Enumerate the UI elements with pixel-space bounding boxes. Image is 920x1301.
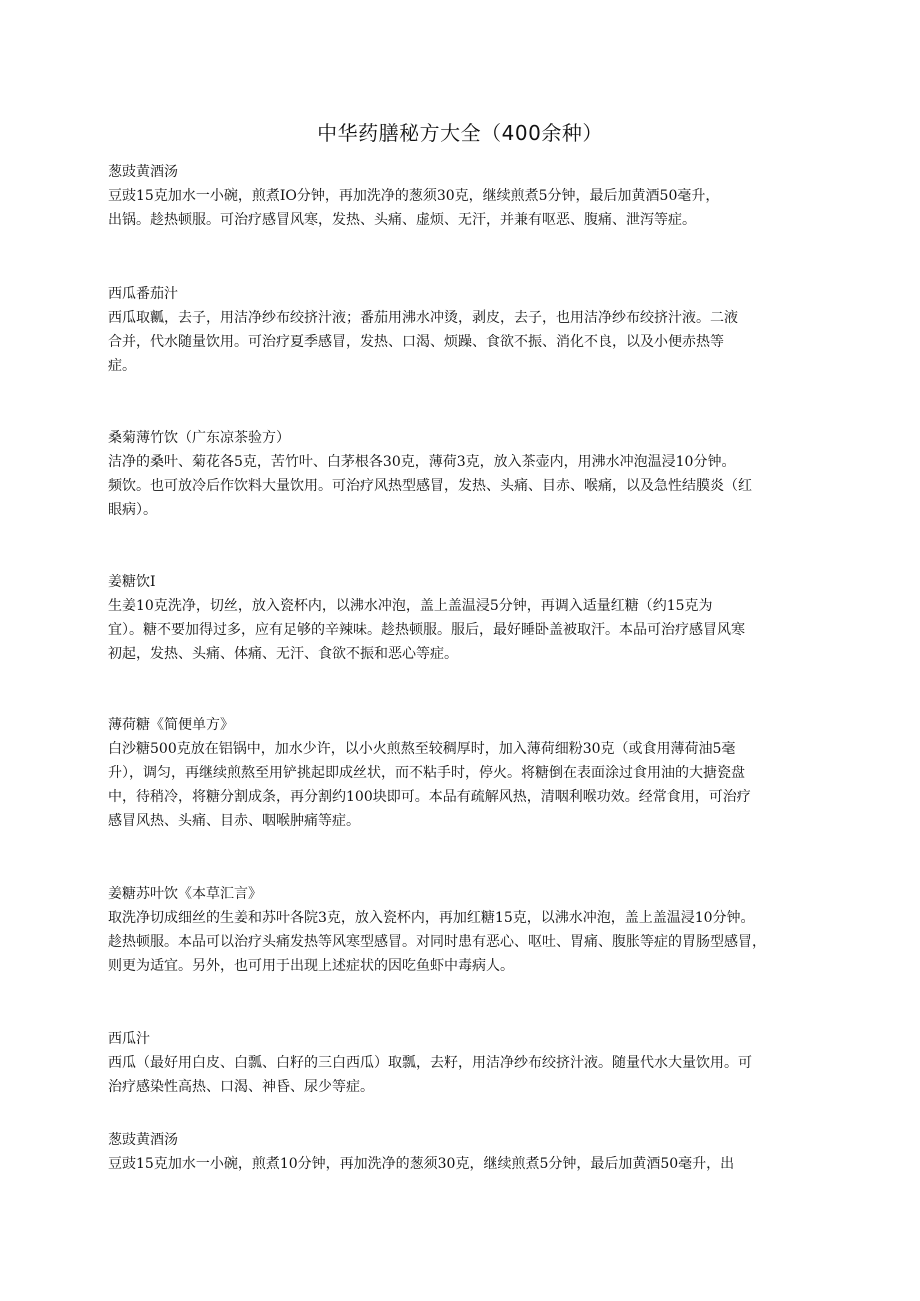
- recipe-section: [108, 570, 826, 666]
- text-line: 豆豉15克加水一小碗，煎煮IO分钟，再加洗净的葱须30克，继续煎煮5分钟，最后加黄酒50毫升，: [108, 188, 720, 204]
- recipe-section: [108, 713, 826, 833]
- text-line: 则更为适宜。另外，也可用于出现上述症状的因吃鱼虾中毒病人。: [108, 958, 514, 974]
- text-line: 频饮。也可放冷后作饮料大量饮用。可治疗风热型感冒，发热、头痛、目赤、喉痛，以及急性结膜炎（红: [108, 478, 752, 494]
- recipe-name: 葱豉黄酒汤: [108, 164, 178, 180]
- text-line: 豆豉15克加水一小碗，煎煮10分钟，再加洗净的葱须30克，继续煎煮5分钟，最后加黄酒50毫升，出: [108, 1156, 735, 1172]
- text-line: 症。: [108, 358, 136, 374]
- recipe-section: [108, 1027, 826, 1099]
- text-line: 趁热顿服。本品可以治疗头痛发热等风寒型感冒。对同时患有恶心、呕吐、胃痛、腹胀等症的胃肠型感冒，: [108, 934, 766, 950]
- recipe-section: [108, 1128, 826, 1176]
- recipe-name: 西瓜番茄汁: [108, 286, 178, 302]
- recipe-description: [108, 906, 826, 978]
- recipe-description: [108, 1152, 826, 1176]
- recipe-section: [108, 882, 826, 978]
- text-line: 西瓜取瓤，去子，用洁净纱布绞挤汁液；番茄用沸水冲烫，剥皮，去子，也用洁净纱布绞挤汁液。二液: [108, 310, 738, 326]
- recipe-name: 西瓜汁: [108, 1031, 150, 1047]
- recipe-name: 桑菊薄竹饮（广东凉茶验方）: [108, 430, 290, 446]
- recipe-description: [108, 594, 826, 666]
- text-line: 生姜10克洗净，切丝，放入瓷杯内，以沸水冲泡，盖上盖温浸5分钟，再调入适量红糖（约15克为: [108, 598, 713, 614]
- text-line: 合并，代水随量饮用。可治疗夏季感冒，发热、口渴、烦躁、食欲不振、消化不良，以及小便赤热等: [108, 334, 724, 350]
- text-line: 眼病）。: [108, 502, 157, 518]
- recipe-section: [108, 282, 826, 378]
- recipe-section: [108, 160, 826, 232]
- document-title: 中华药膳秘方大全（400余种）: [317, 121, 603, 145]
- text-line: 升），调匀，再继续煎熬至用铲挑起即成丝状，而不粘手时，停火。将糖倒在表面涂过食用油的大搪瓷盘: [108, 765, 745, 781]
- text-line: 感冒风热、头痛、目赤、咽喉肿痛等症。: [108, 813, 360, 829]
- recipe-description: [108, 306, 826, 378]
- recipe-description: [108, 737, 826, 833]
- recipe-name: 葱豉黄酒汤: [108, 1132, 178, 1148]
- text-line: 治疗感染性高热、口渴、神昏、尿少等症。: [108, 1079, 374, 1095]
- recipe-name: 姜糖苏叶饮《本草汇言》: [108, 886, 262, 902]
- text-line: 洁净的桑叶、菊花各5克，苦竹叶、白茅根各30克，薄荷3克，放入茶壶内，用沸水冲泡温浸10分钟。: [108, 454, 736, 470]
- recipe-section: [108, 426, 826, 522]
- text-line: 取洗净切成细丝的生姜和苏叶各院3克，放入瓷杯内，再加红糖15克，以沸水冲泡，盖上盖温浸10分钟。: [108, 910, 755, 926]
- text-line: 白沙糖500克放在铝锅中，加水少许，以小火煎熬至较稠厚时，加入薄荷细粉30克（或食用薄荷油5毫: [108, 741, 736, 757]
- recipe-description: [108, 1051, 826, 1099]
- text-line: 西瓜（最好用白皮、白瓢、白籽的三白西瓜）取瓢，去籽，用洁净纱布绞挤汁液。随量代水大量饮用。可: [108, 1055, 752, 1071]
- text-line: 中，待稍冷，将糖分割成条，再分割约100块即可。本品有疏解风热，清咽利喉功效。经常食用，可治疗: [108, 789, 751, 805]
- text-line: 宜）。糖不要加得过多，应有足够的辛辣味。趁热顿服。服后，最好睡卧盖被取汗。本品可治疗感冒风寒: [108, 622, 745, 638]
- recipe-description: [108, 184, 826, 232]
- recipe-name: 薄荷糖《简便单方》: [108, 717, 234, 733]
- text-line: 出锅。趁热顿服。可治疗感冒风寒，发热、头痛、虚烦、无汗，并兼有呕恶、腹痛、泄泻等症。: [108, 212, 696, 228]
- recipe-name: 姜糖饮I: [108, 574, 156, 590]
- recipe-description: [108, 450, 826, 522]
- text-line: 初起，发热、头痛、体痛、无汗、食欲不振和恶心等症。: [108, 646, 458, 662]
